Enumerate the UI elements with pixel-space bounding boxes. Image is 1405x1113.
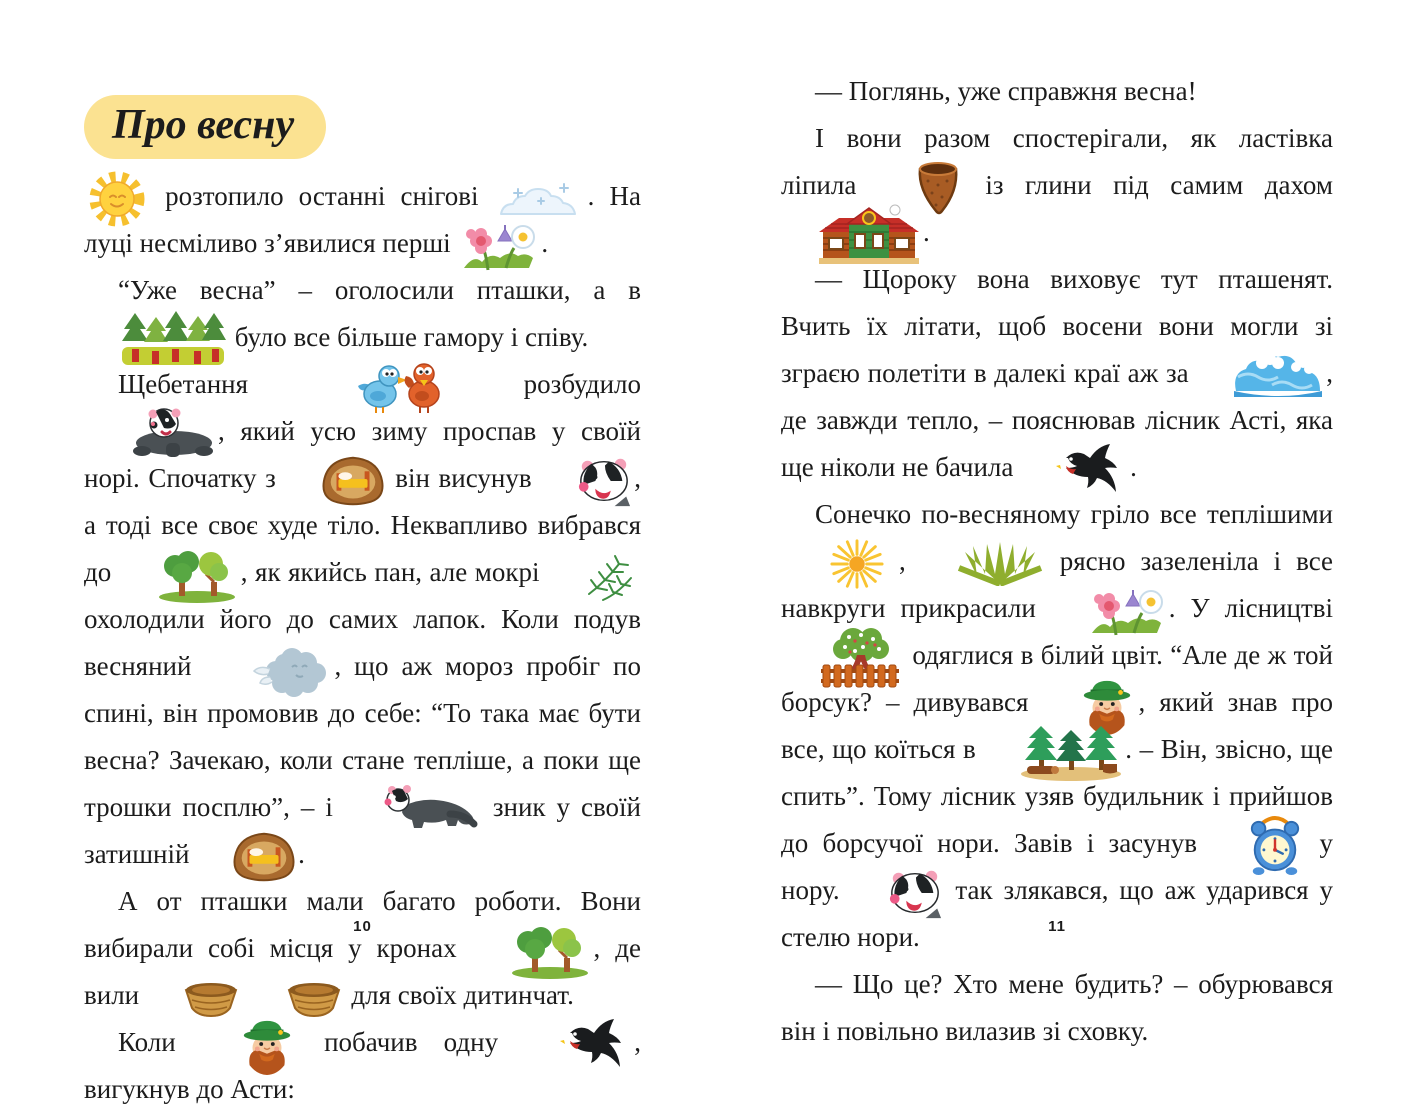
page-title-row — [84, 95, 641, 159]
left-page — [84, 95, 641, 1113]
spring-flowers-icon — [1053, 583, 1167, 639]
paragraph: Щебетання розбудило , який усю зиму проспав у своїй норі. Спочатку з він висунув , а тоді все своє худе тіло. Неквапливо вибрався до , як якийсь пан, але мокрі охолодили його до самих лапок. Коли подув весняний , що аж мороз пробіг по спині, він промовив до себе: “То така має бути весна? Зачекаю, коли стане тепліше, а поки ще трошки посплю”, – і зник у своїй затишній . — [84, 361, 641, 878]
right-page-text — [781, 68, 1333, 1055]
paragraph: — Поглянь, уже справжня весна! — [815, 76, 1197, 106]
alarm-clock-icon — [1213, 815, 1303, 877]
sun-rays-icon — [783, 536, 897, 592]
nest-icon — [148, 978, 240, 1018]
swallow-icon — [526, 1019, 632, 1071]
pine-twigs-icon — [549, 548, 639, 602]
pine-forest-icon — [985, 722, 1123, 782]
burrow-bed-icon — [287, 455, 385, 507]
nest-icon — [251, 978, 343, 1018]
right-page — [781, 68, 1333, 1055]
paragraph: — Щороку вона виховує тут пташенят. Вчить їх літати, щоб восени вони могли зі зграєю полетіти в далекі краї аж за , де завжди тепло, – пояснював лісник Асті, яка ще ніколи не бачила . — [781, 256, 1333, 491]
paragraph: І вони разом спостерігали, як ластівка ліпила із глини під самим дахом . — [781, 115, 1333, 256]
snowdrift-icon — [496, 179, 586, 219]
badger-head-icon — [542, 455, 632, 507]
forester-icon — [204, 1015, 296, 1075]
badger-walking-icon — [346, 784, 480, 836]
grass-tuft-icon — [923, 542, 1043, 586]
sun-face-icon — [86, 169, 148, 229]
paragraph: — Що це? Хто мене будить? – обурювався він і повільно вилазив зі сховку. — [781, 969, 1333, 1046]
two-birds-icon — [322, 358, 450, 416]
paragraph: “Уже весна” – оголосили пташки, а в було все більше гамору і співу. — [84, 267, 641, 361]
left-page-text — [84, 173, 641, 1113]
paragraph: Коли побачив одну , вигукнув до Асти: — [84, 1019, 641, 1113]
page-title: Про весну — [84, 95, 326, 159]
wind-cloud-icon — [206, 641, 332, 697]
badger-head-icon — [853, 867, 943, 919]
page-number-right: 11 — [1048, 918, 1066, 935]
two-trees-icon — [121, 546, 239, 604]
spring-flowers-icon — [459, 218, 539, 274]
sea-waves-icon — [1198, 351, 1324, 401]
paragraph: Сонечко по-весняному гріло все теплішими , рясно зазеленіла і все навкруги прикрасили . У лісництві одяглися в білий цвіт. “Але де ж той борсук? – дивувався , який знав про все, що коїться в . – Він, звісно, ще спить”. Тому лісник узяв будильник і прийшов до борсучої нори. Завів і засунув у нору. так злякався, що аж ударився у стелю нори. — [781, 499, 1333, 952]
paragraph: А от пташки мали багато роботи. Вони вибирали собі місця у кронах , де вили для своїх дитинчат. — [84, 878, 641, 1019]
swallow-icon — [1022, 444, 1128, 496]
page-number-left: 10 — [353, 918, 372, 935]
burrow-bed-icon — [198, 831, 296, 883]
badger-lying-icon — [86, 407, 216, 461]
paragraph: розтопило останні снігові . На луці несміливо з’явилися перші . — [84, 173, 641, 267]
flowering-tree-icon — [783, 625, 903, 691]
